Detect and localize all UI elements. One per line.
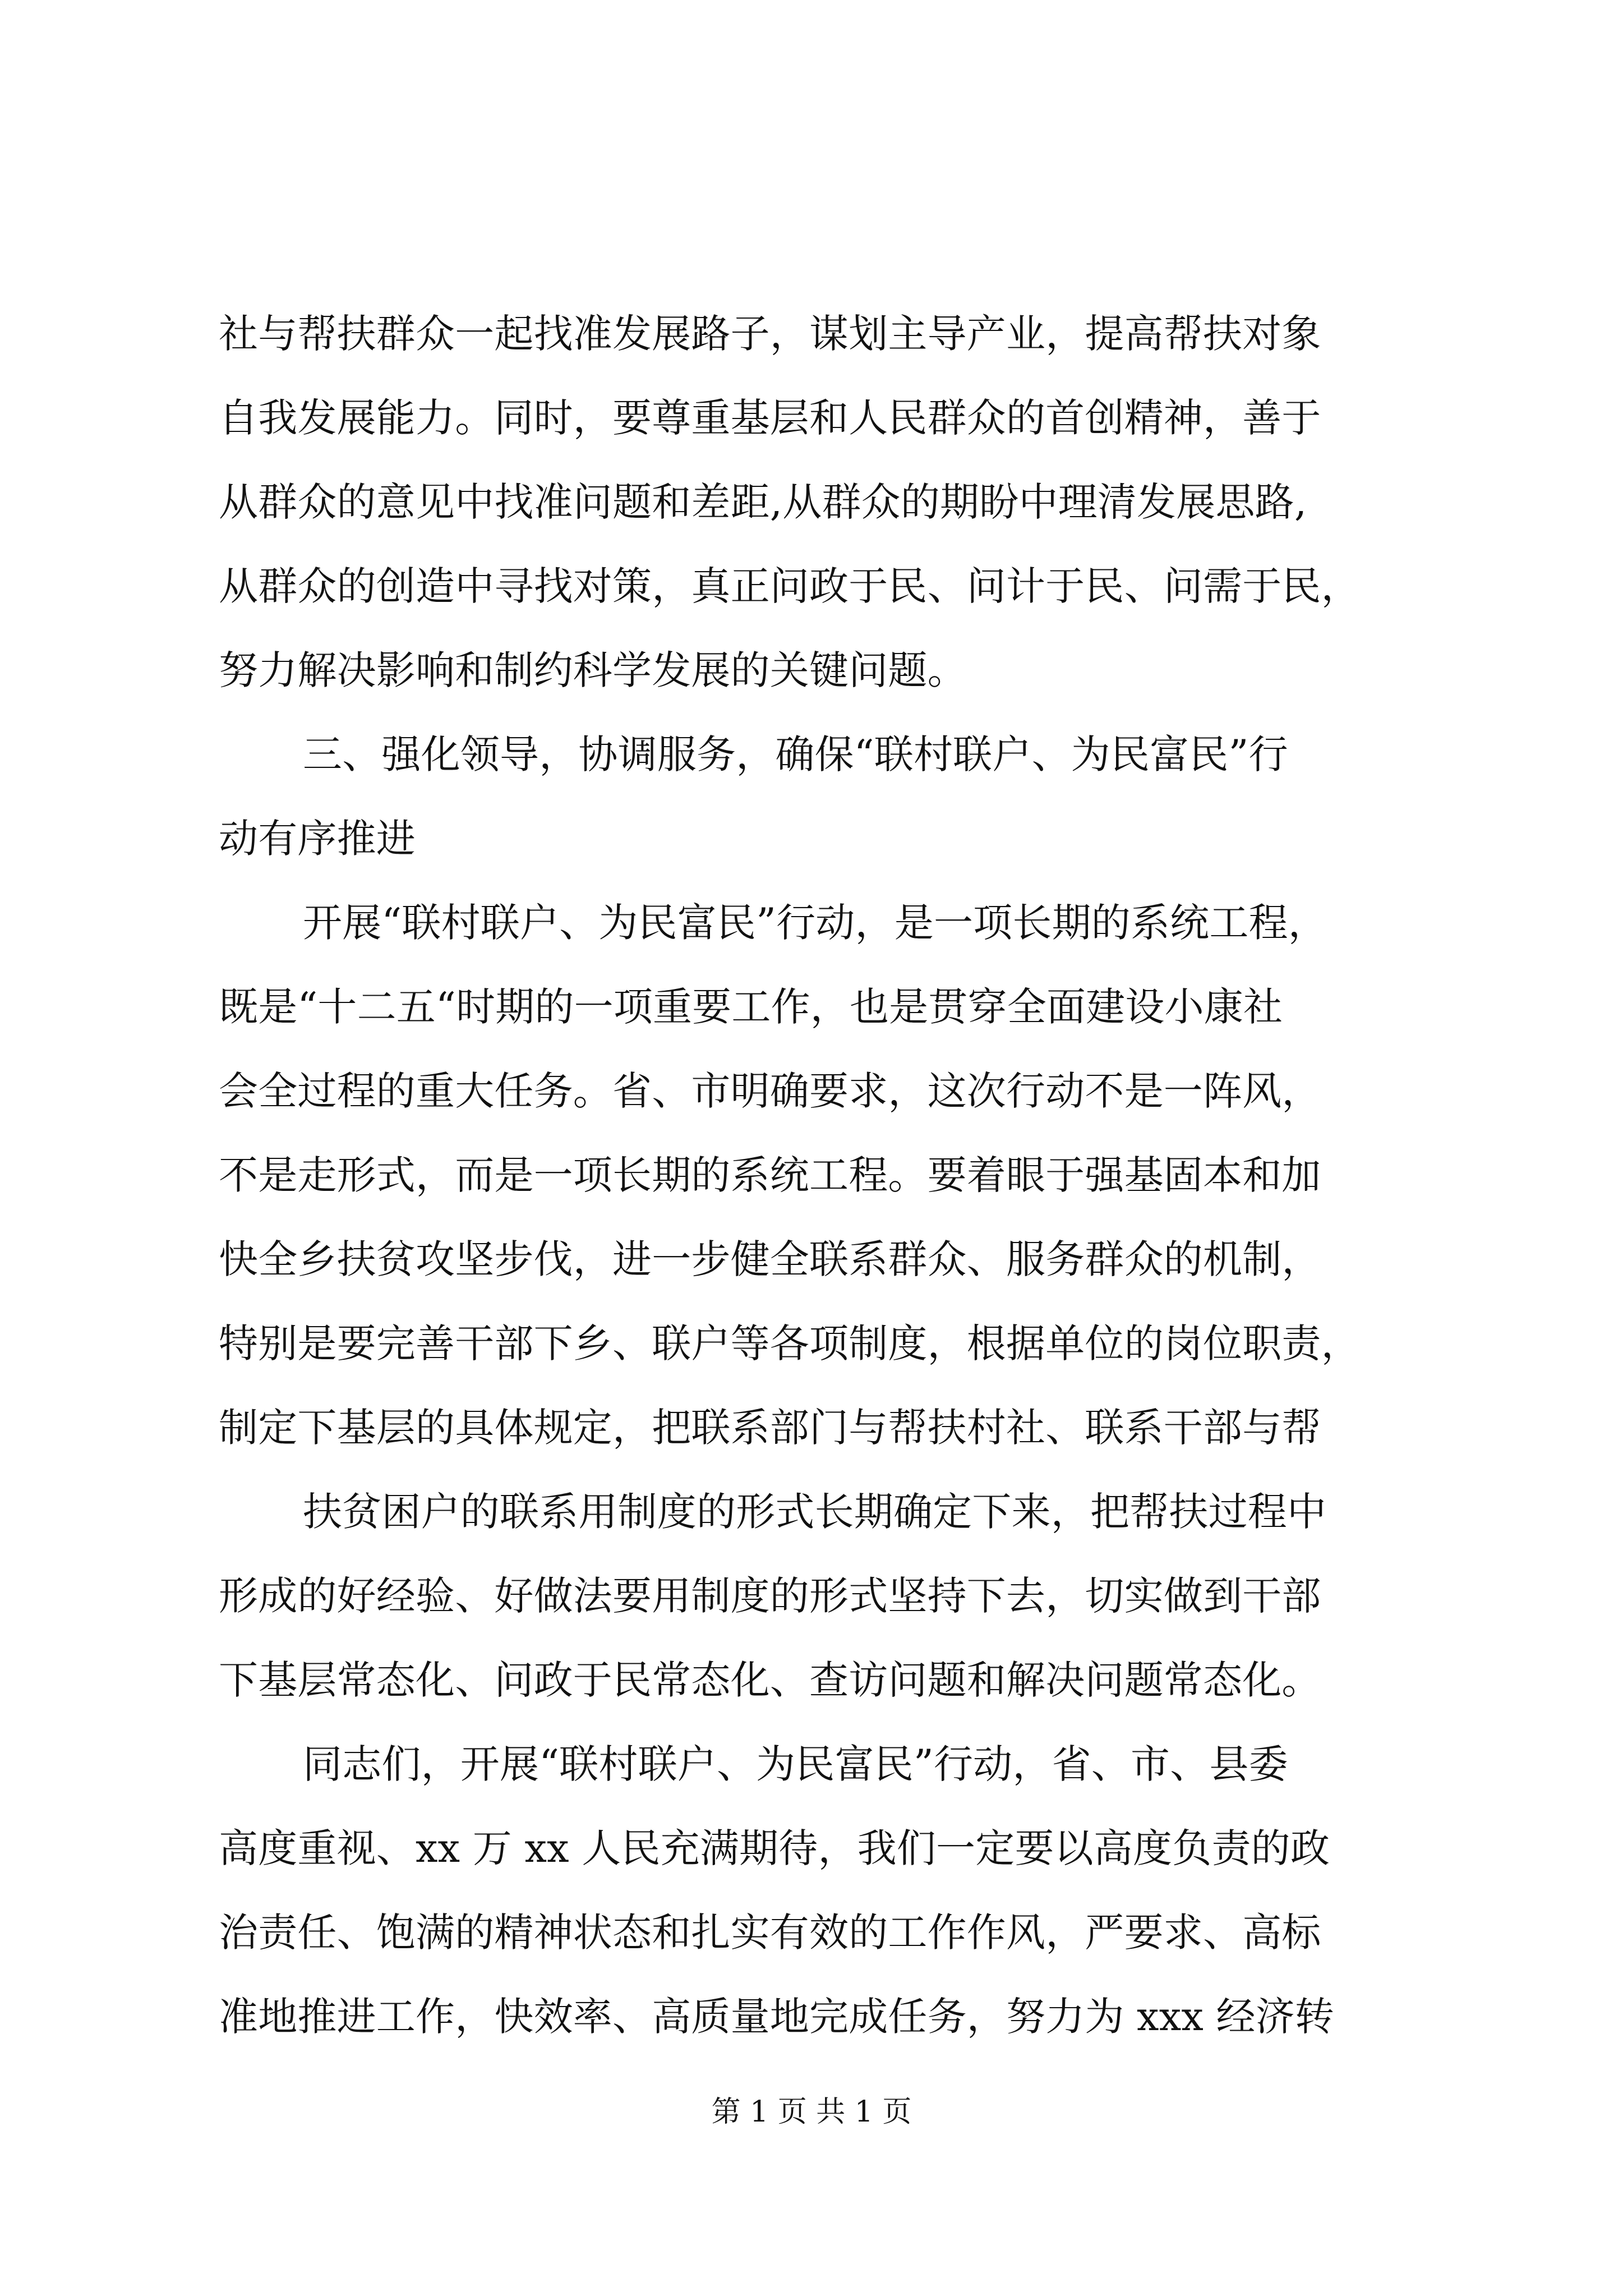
section-heading-line: 三、强化领导，协调服务，确保“联村联户、为民富民”行 [303,731,1288,777]
text-line: 从群众的创造中寻找对策，真正问政于民、问计于民、问需于民， [219,563,1361,609]
text-line: 会全过程的重大任务。省、市明确要求，这次行动不是一阵风， [219,1068,1321,1114]
text-line: 努力解决影响和制约科学发展的关键问题。 [219,647,967,693]
text-line: 形成的好经验、好做法要用制度的形式坚持下去，切实做到干部 [219,1573,1321,1619]
text-line: 制定下基层的具体规定，把联系部门与帮扶村社、联系干部与帮 [219,1405,1321,1451]
page-number-footer: 第 1 页 共 1 页 [711,2095,912,2129]
text-line: 快全乡扶贫攻坚步伐，进一步健全联系群众、服务群众的机制， [219,1236,1321,1282]
text-line: 从群众的意见中找准问题和差距,从群众的期盼中理清发展思路, [219,479,1307,525]
text-line: 治责任、饱满的精神状态和扎实有效的工作作风，严要求、高标 [219,1910,1321,1955]
text-line: 准地推进工作，快效率、高质量地完成任务，努力为 xxx 经济转 [219,1994,1335,2040]
text-line: 开展“联村联户、为民富民”行动，是一项长期的系统工程， [303,900,1327,946]
text-line: 自我发展能力。同时，要尊重基层和人民群众的首创精神，善于 [219,395,1321,441]
text-line: 扶贫困户的联系用制度的形式长期确定下来，把帮扶过程中 [303,1489,1327,1535]
text-line: 特别是要完善干部下乡、联户等各项制度，根据单位的岗位职责， [219,1320,1361,1366]
text-line: 不是走形式，而是一项长期的系统工程。要着眼于强基固本和加 [219,1152,1321,1198]
document-body [219,292,1486,2059]
text-line: 既是“十二五“时期的一项重要工作，也是贯穿全面建设小康社 [219,984,1283,1030]
section-heading-line: 动有序推进 [219,816,416,862]
text-line: 社与帮扶群众一起找准发展路子，谋划主导产业，提高帮扶对象 [219,311,1321,357]
text-line: 同志们，开展“联村联户、为民富民”行动，省、市、县委 [303,1741,1288,1787]
text-line: 下基层常态化、问政于民常态化、查访问题和解决问题常态化。 [219,1657,1321,1703]
text-line: 高度重视、xx 万 xx 人民充满期待，我们一定要以高度负责的政 [219,1825,1330,1871]
